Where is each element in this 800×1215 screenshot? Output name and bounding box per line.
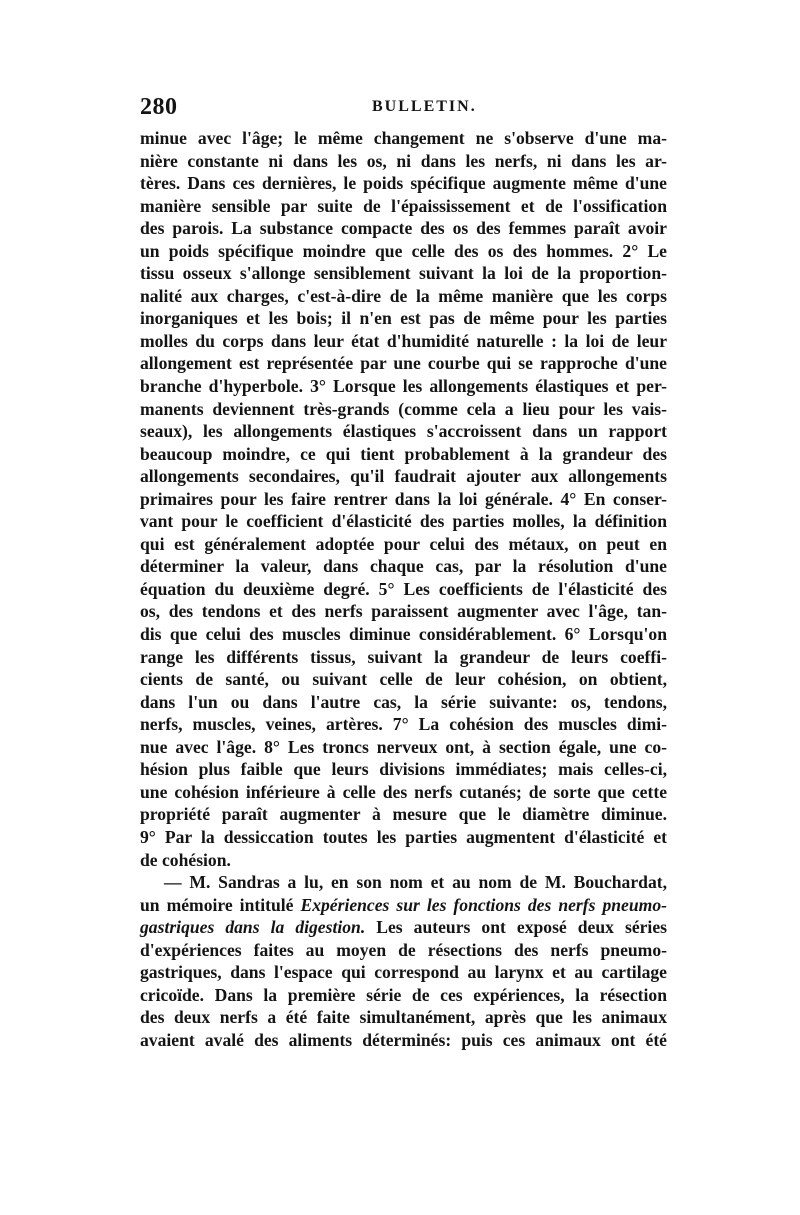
text-line: gastriques, dans l'espace qui correspond au larynx et au cartilage [140, 962, 667, 983]
text-line: des deux nerfs a été faite simultanément, après que les animaux [140, 1007, 667, 1028]
text-line: range les différents tissus, suivant la grandeur de leurs coeffi- [140, 646, 667, 667]
text-line: seaux), les allongements élastiques s'accroissent dans un rapport [140, 421, 667, 442]
text-line: os, des tendons et des nerfs paraissent augmenter avec l'âge, tan- [140, 601, 667, 622]
text-line [140, 916, 667, 939]
text-run: un mémoire intitulé [140, 894, 301, 915]
text-line: propriété paraît augmenter à mesure que le diamètre diminue. [140, 804, 667, 825]
text-line: molles du corps dans leur état d'humidité naturelle : la loi de leur [140, 330, 667, 351]
text-line: hésion plus faible que leurs divisions immédiates; mais celles-ci, [140, 759, 667, 780]
text-line: nue avec l'âge. 8° Les troncs nerveux ont, à section égale, une co- [140, 736, 667, 757]
text-line: équation du deuxième degré. 5° Les coefficients de l'élasticité des [140, 578, 667, 599]
text-line: une cohésion inférieure à celle des nerfs cutanés; de sorte que cette [140, 781, 667, 802]
text-run: Les auteurs ont exposé deux séries [365, 917, 667, 938]
text-line: nalité aux charges, c'est-à-dire de la même manière que les corps [140, 285, 667, 306]
text-line: avaient avalé des aliments déterminés: puis ces animaux ont été [140, 1029, 667, 1050]
text-line: primaires pour les faire rentrer dans la loi générale. 4° En conser- [140, 488, 667, 509]
text-line: nière constante ni dans les os, ni dans les nerfs, ni dans les ar- [140, 150, 667, 171]
text-line: — M. Sandras a lu, en son nom et au nom de M. Bouchardat, [164, 872, 667, 893]
text-line: tissu osseux s'allonge sensiblement suivant la loi de la proportion- [140, 263, 667, 284]
page-header [140, 94, 667, 124]
text-line: vant pour le coefficient d'élasticité des parties molles, la définition [140, 511, 667, 532]
running-head: BULLETIN. [372, 98, 477, 115]
text-line: dis que celui des muscles diminue considérablement. 6° Lorsqu'on [140, 624, 667, 645]
text-line: manents deviennent très-grands (comme cela a lieu pour les vais- [140, 398, 667, 419]
text-line: allongement est représentée par une courbe qui se rapproche d'une [140, 353, 667, 374]
text-line: minue avec l'âge; le même changement ne s'observe d'une ma- [140, 128, 667, 148]
text-line: dans l'un ou dans l'autre cas, la série suivante: os, tendons, [140, 691, 667, 712]
text-line: 9° Par la dessiccation toutes les parties augmentent d'élasticité et [140, 826, 667, 847]
memoir-title: Expériences sur les fonctions des nerfs pneumo- [300, 894, 667, 915]
text-line: de cohésion. [140, 849, 231, 870]
text-line: d'expériences faites au moyen de résections des nerfs pneumo- [140, 939, 667, 960]
text-line: nerfs, muscles, veines, artères. 7° La cohésion des muscles dimi- [140, 714, 667, 735]
text-line: un poids spécifique moindre que celle des os des hommes. 2° Le [140, 240, 667, 261]
text-line: cients de santé, ou suivant celle de leur cohésion, on obtient, [140, 669, 667, 690]
text-line: tères. Dans ces dernières, le poids spécifique augmente même d'une [140, 173, 667, 194]
text-line: qui est généralement adoptée pour celui des métaux, on peut en [140, 533, 667, 554]
page-number: 280 [140, 94, 178, 120]
text-line: cricoïde. Dans la première série de ces expériences, la résection [140, 984, 667, 1005]
text-line: branche d'hyperbole. 3° Lorsque les allongements élastiques et per- [140, 376, 667, 397]
text-line: manière sensible par suite de l'épaississement et de l'ossification [140, 195, 667, 216]
text-line: déterminer la valeur, dans chaque cas, par la résolution d'une [140, 556, 667, 577]
body-text [140, 127, 667, 1051]
text-line: allongements secondaires, qu'il faudrait ajouter aux allongements [140, 466, 667, 487]
text-line: inorganiques et les bois; il n'en est pas de même pour les parties [140, 308, 667, 329]
text-line: beaucoup moindre, ce qui tient probablement à la grandeur des [140, 443, 667, 464]
text-line: des parois. La substance compacte des os des femmes paraît avoir [140, 218, 667, 239]
text-line [140, 894, 667, 917]
memoir-title: gastriques dans la digestion. [140, 917, 366, 938]
